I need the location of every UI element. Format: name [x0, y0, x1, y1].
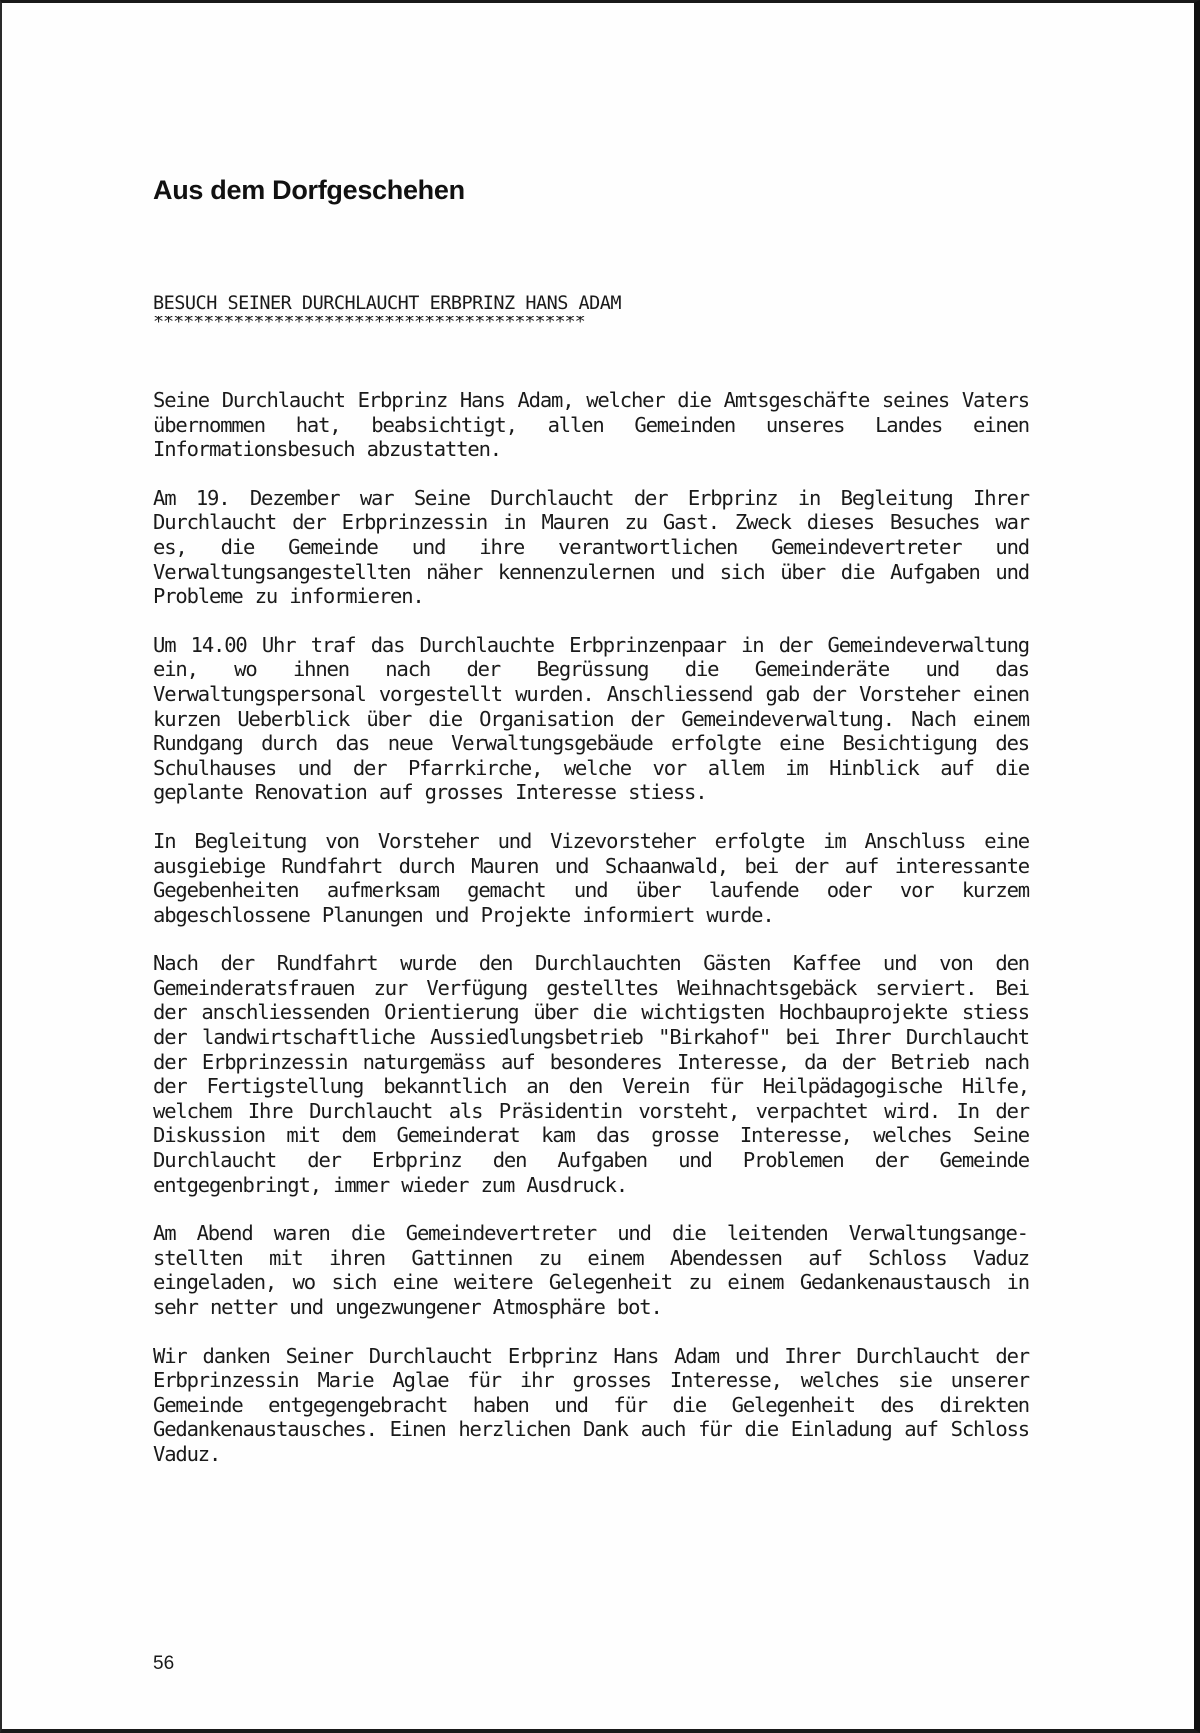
- paragraph-reception: Nach der Rundfahrt wurde den Durchlauchten Gästen Kaffee und von den Gemeinderatsfrauen zur Verfügung gestelltes Weihnachtsgebäck serviert. Bei der anschliessenden Orientierung über die wichtigsten Hochbauprojekte stiess der landwirtschaftliche Aussiedlungsbetrieb "Birkahof" bei Ihrer Durchlaucht der Erbprinzessin naturgemäss auf besonderes Interesse, da der Betrieb nach der Fertigstellung bekanntlich an den Verein für Heilpädagogische Hilfe, welchem Ihre Durchlaucht als Präsidentin vorsteht, verpachtet wird. In der Diskussion mit dem Gemeinderat kam das grosse Interesse, welches Seine Durchlaucht der Erbprinz den Aufgaben und Problemen der Gemeinde entgegenbringt, immer wieder zum Ausdruck.: [153, 951, 1029, 1197]
- page-number: 56: [153, 1653, 175, 1674]
- section-title: Aus dem Dorfgeschehen: [153, 175, 465, 205]
- article-heading-text: BESUCH SEINER DURCHLAUCHT ERBPRINZ HANS ADAM: [153, 293, 622, 314]
- paragraph-evening: Am Abend waren die Gemeindevertreter und die leitenden Verwaltungsangestellten mit ihren Gattinnen zu einem Abendessen auf Schloss Vaduz eingeladen, wo sich eine weitere Gelegenheit zu einem Gedankenaustausch in sehr netter und ungezwungener Atmosphäre bot.: [153, 1221, 1029, 1319]
- paragraph-arrival: Um 14.00 Uhr traf das Durchlauchte Erbprinzenpaar in der Gemeindeverwaltung ein, wo ihnen nach der Begrüssung die Gemeinderäte und das Verwaltungspersonal vorgestellt wurden. Anschliessend gab der Vorsteher einen kurzen Ueberblick über die Organisation der Gemeindeverwaltung. Nach einem Rundgang durch das neue Verwaltungsgebäude erfolgte eine Besichtigung des Schulhauses und der Pfarrkirche, welche vor allem im Hinblick auf die geplante Renovation auf grosses Interesse stiess.: [153, 632, 1029, 805]
- article-heading: [153, 292, 713, 330]
- paragraph-tour: In Begleitung von Vorsteher und Vizevorsteher erfolgte im Anschluss eine ausgiebige Rundfahrt durch Mauren und Schaanwald, bei der auf interessante Gegebenheiten aufmerksam gemacht und über laufende oder vor kurzem abgeschlossene Planungen und Projekte informiert wurde.: [153, 828, 1029, 927]
- article-body: [153, 388, 1029, 1491]
- paragraph-thanks: Wir danken Seiner Durchlaucht Erbprinz Hans Adam und Ihrer Durchlaucht der Erbprinzessin Marie Aglae für ihr grosses Interesse, welches sie unserer Gemeinde entgegengebracht haben und für die Gelegenheit des direkten Gedankenaustausches. Einen herzlichen Dank auch für die Einladung auf Schloss Vaduz.: [153, 1343, 1029, 1466]
- paragraph-intro: Seine Durchlaucht Erbprinz Hans Adam, welcher die Amtsgeschäfte seines Vaters übernommen hat, beabsichtigt, allen Gemeinden unseres Landes einen Informationsbesuch abzustatten.: [153, 388, 1029, 462]
- paragraph-visit: Am 19. Dezember war Seine Durchlaucht der Erbprinz in Begleitung Ihrer Durchlaucht der Erbprinzessin in Mauren zu Gast. Zweck dieses Besuches war es, die Gemeinde und ihre verantwortlichen Gemeindevertreter und Verwaltungsangestellten näher kennenzulernen und sich über die Aufgaben und Probleme zu informieren.: [153, 485, 1029, 609]
- heading-asterisk-underline: *******************************************: [153, 316, 585, 330]
